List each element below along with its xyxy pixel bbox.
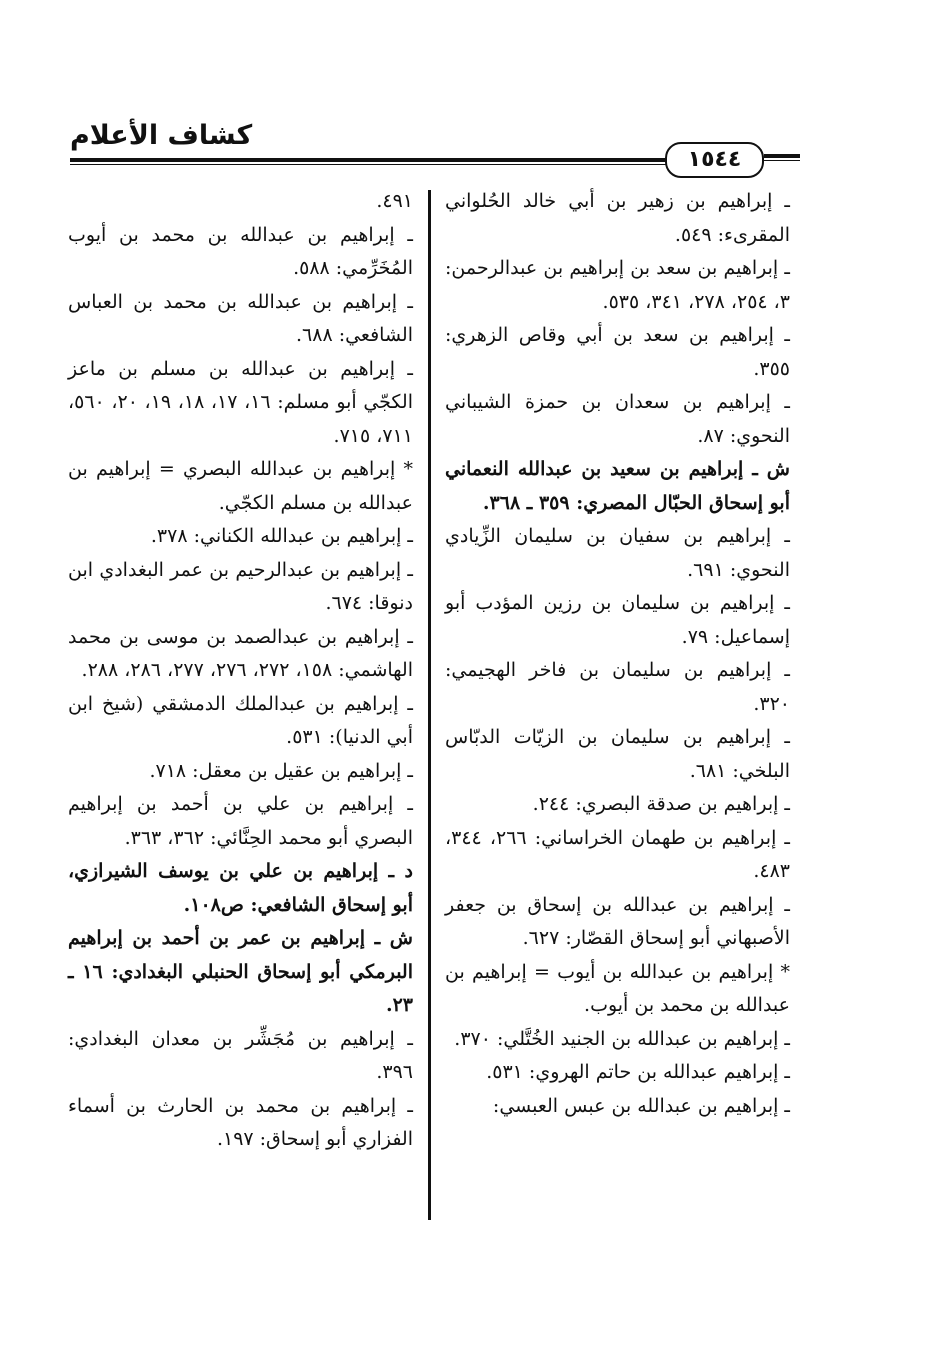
running-title: كشاف الأعلام — [70, 120, 253, 151]
index-column-left — [68, 185, 413, 1157]
index-entry: ـ إبراهيم عبدالله بن حاتم الهروي: ٥٣١. — [486, 1061, 790, 1083]
index-entry: ـ إبراهيم بن سليمان بن فاخر الهجيمي: ٣٢٠. — [445, 659, 790, 715]
index-entry: ـ إبراهيم بن سفيان بن سليمان الزِّيادي النحوي: ٦٩١. — [445, 525, 790, 581]
page-header — [40, 110, 800, 170]
index-entry: ـ إبراهيم بن عبدالصمد بن موسى بن محمد الهاشمي: ١٥٨، ٢٧٢، ٢٧٦، ٢٧٧، ٢٨٦، ٢٨٨. — [68, 625, 413, 681]
index-entry: ـ إبراهيم بن عبدالله بن الجنيد الخُتَّلي: ٣٧٠. — [454, 1027, 790, 1050]
index-entry: * إبراهيم بن عبدالله بن أيوب = إبراهيم بن عبدالله بن محمد بن أيوب. — [445, 960, 790, 1016]
index-entry: ش ـ إبراهيم بن عمر بن أحمد بن إبراهيم البرمكي أبو إسحاق الحنبلي البغدادي: ١٦ ـ ٢٣. — [68, 927, 413, 1016]
index-entry: ـ إبراهيم بن عبدالله بن عبس العبسي: — [492, 1094, 790, 1117]
index-entry: ـ إبراهيم بن سعد بن إبراهيم بن عبدالرحمن: ٣، ٢٥٤، ٢٧٨، ٣٤١، ٥٣٥. — [445, 257, 790, 313]
index-entry: ـ إبراهيم بن طهمان الخراساني: ٢٦٦، ٣٤٤، ٤٨٣. — [445, 826, 790, 882]
index-entry: ـ إبراهيم بن محمد بن الحارث بن أسماء الفزاري أبو إسحاق: ١٩٧. — [68, 1094, 413, 1150]
index-entry: ـ إبراهيم بن عبدالملك الدمشقي (شيخ ابن أبي الدنيا): ٥٣١. — [68, 692, 413, 748]
index-entry: ـ إبراهيم بن عبدالله بن محمد بن أيوب المُخَرِّمي: ٥٨٨. — [68, 223, 413, 279]
index-entry: * إبراهيم بن عبدالله البصري = إبراهيم بن عبدالله بن مسلم الكجّي. — [68, 458, 413, 514]
index-entry: ـ إبراهيم بن عبدالله بن إسحاق بن جعفر الأصبهاني أبو إسحاق القصّار: ٦٢٧. — [445, 893, 790, 949]
index-entry: ـ إبراهيم بن سعد بن أبي وقاص الزهري: ٣٥٥. — [445, 324, 790, 380]
header-rule — [70, 158, 695, 165]
index-entry: ـ إبراهيم بن عبدالله بن مسلم بن ماعز الكجّي أبو مسلم: ١٦، ١٧، ١٨، ١٩، ٢٠، ٥٦٠، ٧١١، ٧١٥. — [68, 357, 413, 447]
index-entry: ـ إبراهيم بن سعدان بن حمزة الشيباني النحوي: ٨٧. — [445, 391, 790, 447]
index-entry: ـ إبراهيم بن مُجَشِّر بن معدان البغدادي: ٣٩٦. — [68, 1027, 413, 1083]
index-column-right — [445, 185, 790, 1123]
index-entry: ـ إبراهيم بن سليمان بن رزين المؤدب أبو إسماعيل: ٧٩. — [445, 592, 790, 648]
index-entry: ـ إبراهيم بن عبدالله الكناني: ٣٧٨. — [150, 525, 413, 547]
index-entry: ـ إبراهيم بن زهير بن أبي خالد الحُلواني المقرىء: ٥٤٩. — [445, 190, 790, 246]
index-entry: ـ إبراهيم بن صدقة البصري: ٢٤٤. — [532, 793, 790, 815]
index-entry: د ـ إبراهيم بن علي بن يوسف الشيرازي، أبو إسحاق الشافعي: ص١٠٨. — [68, 860, 413, 916]
index-entry: ـ إبراهيم بن عبدالرحيم بن عمر البغدادي ابن دنوقا: ٦٧٤. — [68, 558, 413, 614]
index-entry: ٤٩١. — [376, 190, 413, 212]
header-dash — [764, 154, 800, 161]
index-entry: ـ إبراهيم بن عقيل بن معقل: ٧١٨. — [149, 759, 413, 782]
page-number: ١٥٤٤ — [665, 142, 764, 178]
index-entry: ـ إبراهيم بن علي بن أحمد بن إبراهيم البصري أبو محمد الحِنَّائي: ٣٦٢، ٣٦٣. — [68, 793, 413, 849]
index-entry: ش ـ إبراهيم بن سعيد بن عبدالله النعماني أبو إسحاق الحبّال المصري: ٣٥٩ ـ ٣٦٨. — [445, 458, 790, 514]
index-entry: ـ إبراهيم بن سليمان بن الزيّات الدبّاس البلخي: ٦٨١. — [445, 726, 790, 782]
index-entry: ـ إبراهيم بن عبدالله بن محمد بن العباس الشافعي: ٦٨٨. — [68, 290, 413, 346]
column-divider — [428, 190, 431, 1220]
